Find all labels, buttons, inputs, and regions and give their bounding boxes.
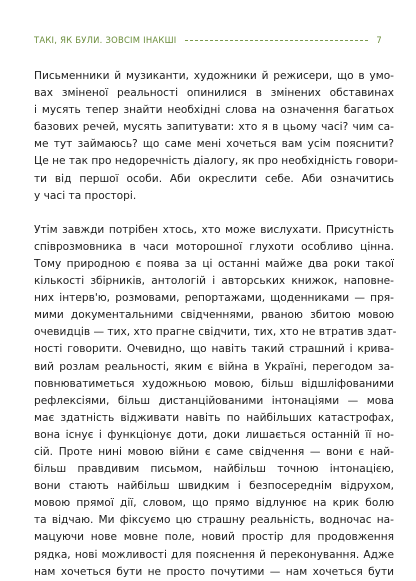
text-line: Утім завжди потрібен хтось, хто може вислухати. Присутність (34, 223, 394, 236)
text-line: повнюватиметься художньою мовою, більш відшліфованими (34, 377, 394, 390)
text-line: базових речей, мусять запитувати: хто я в цьому часі? чим са- (34, 121, 394, 134)
running-header (34, 33, 382, 47)
header-dashed-rule (185, 40, 369, 41)
text-line: ності говорити. Очевидно, що навіть такий страшний і крива- (34, 343, 394, 356)
text-line: рефлексіями, більш дистанційованими інтонаціями — мова (34, 394, 394, 407)
paragraph-2 (34, 222, 397, 581)
text-line: Це не так про недоречність діалогу, як про необхідність говори- (34, 155, 398, 168)
text-line: ме тут займаюсь? що саме мені хочеться вам усім пояснити? (34, 138, 394, 151)
text-line: рядка, нові можливості для пояснення й переконування. Адже (34, 548, 394, 561)
text-line: мовою прямої дії, словом, що прямо відлунює на крик болю (34, 497, 394, 510)
text-line: кількості збірників, антологій і авторських книжок, наповне- (34, 275, 394, 288)
text-line: вах зміненої реальності опинилися в змінених обставинах (34, 87, 394, 100)
text-line: очевидців — тих, хто прагне свідчити, тих, хто не втратив здат- (34, 326, 397, 339)
paragraph-spacer (34, 205, 394, 222)
text-line: сій. Проте нині мовою війни є саме свідчення — вони є най- (34, 445, 394, 458)
text-line: Тому природною є поява за ці останні майже два роки такої (34, 257, 394, 270)
running-title: ТАКІ, ЯК БУЛИ. ЗОВСІМ ІНАКШІ (34, 35, 177, 45)
text-line: мацуючи нове мовне поле, новий простір для продовження (34, 531, 394, 544)
body-text (34, 68, 398, 581)
paragraph-1 (34, 68, 398, 205)
text-line: вона існує і функціонує доти, доки лишається останній її но- (34, 428, 394, 441)
text-line: вий розлам реальності, яким є війна в Україні, перегодом за- (34, 360, 394, 373)
text-line: і мусять тепер знайти необхідні слова на означення багатьох (34, 104, 394, 117)
text-line: у часі та просторі. (34, 189, 137, 202)
text-line: має здатність відживати навіть по найбільших катастрофах, (34, 411, 394, 424)
text-line: мими документальними свідченнями, рваною збитою мовою (34, 309, 394, 322)
text-line: співрозмовника в часи моторошної глухоти особливо цінна. (34, 240, 394, 253)
text-line: нам хочеться бути не просто почутими — нам хочеться бути (34, 565, 394, 578)
text-line: ти від першої особи. Аби окреслити себе. Аби означитись (34, 172, 394, 185)
page-number: 7 (376, 35, 382, 45)
text-line: та відчаю. Ми фіксуємо цю страшну реальність, водночас на- (34, 514, 394, 527)
text-line: Письменники й музиканти, художники й режисери, що в умо- (34, 70, 394, 82)
text-line: вони стають найбільш швидким і безпосереднім відрухом, (34, 480, 394, 493)
text-line: більш правдивим письмом, найбільш точною інтонацією, (34, 463, 394, 476)
text-line: них інтерв'ю, розмовами, репортажами, щоденниками — пря- (34, 292, 394, 305)
